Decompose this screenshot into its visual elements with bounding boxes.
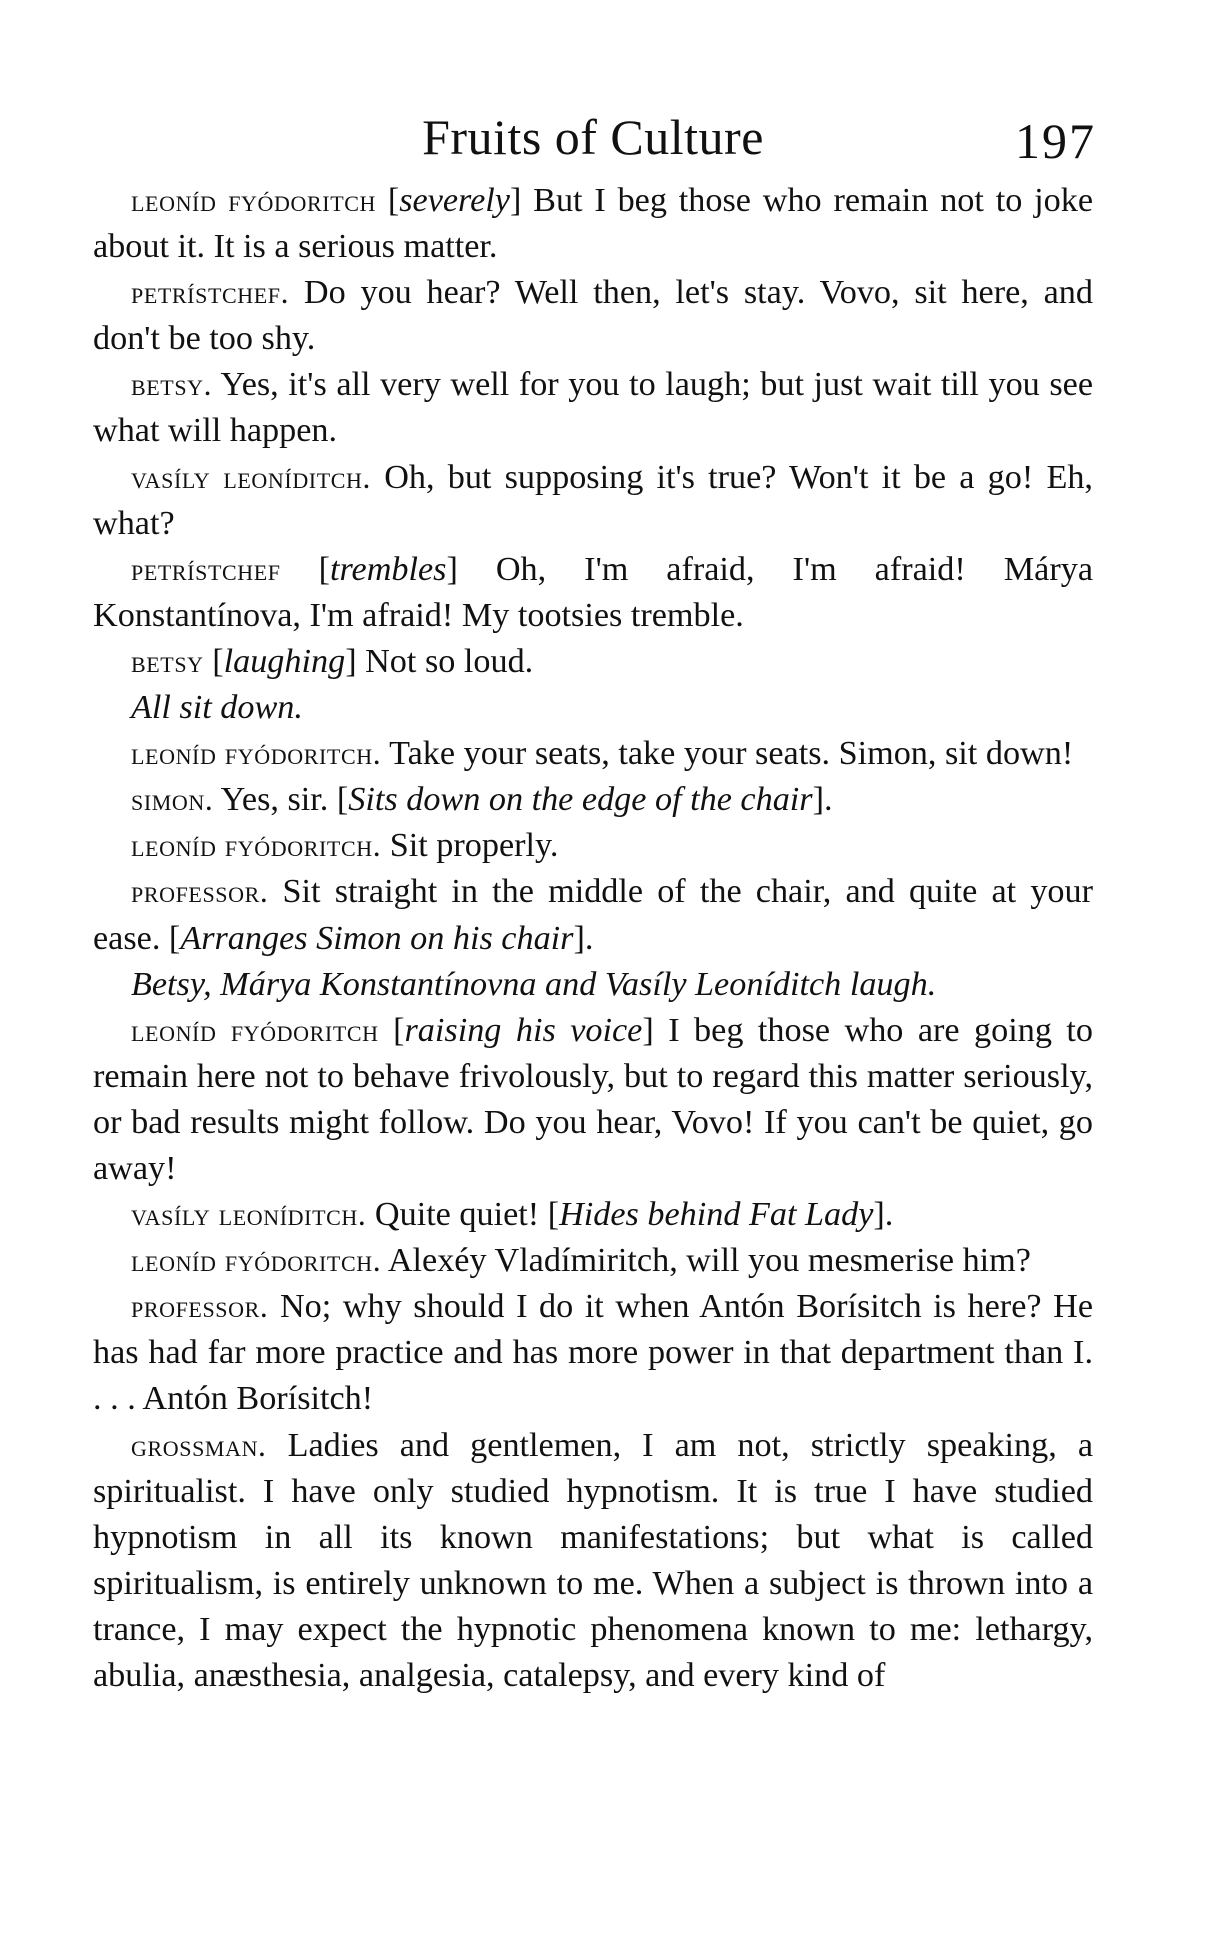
dialogue-paragraph: [93, 547, 1093, 639]
dialogue-paragraph: [93, 362, 1093, 454]
dialogue-paragraph: [93, 455, 1093, 547]
dialogue-paragraph: [93, 270, 1093, 362]
dialogue-paragraph: [93, 869, 1093, 961]
dialogue-text: No; why should I do it when Antón Borísitch is here? He has had far more practice and has more power in that department than I. . . . Antón Borísitch!: [93, 1288, 1093, 1418]
speaker-name: vasíly leoníditch.: [131, 459, 371, 495]
stage-direction: Hides behind Fat Lady: [559, 1196, 874, 1234]
dialogue-text: Sit straight in the middle of the chair, and quite at your ease. [: [93, 873, 1093, 957]
dialogue-paragraph: [93, 1284, 1093, 1422]
speaker-name: petrístchef.: [131, 275, 290, 311]
dialogue-text: ] But I beg those who remain not to joke about it. It is a serious matter.: [93, 182, 1093, 266]
dialogue-text: Quite quiet! [: [366, 1196, 560, 1234]
dialogue-text: Yes, sir. [: [213, 781, 349, 819]
dialogue-paragraph: [93, 1192, 1093, 1238]
dialogue-text: ].: [573, 919, 594, 957]
dialogue-paragraph: [93, 777, 1093, 823]
running-title: Fruits of Culture: [422, 109, 764, 165]
play-text: [93, 178, 1093, 1699]
speaker-name: leoníd fyódoritch: [131, 1012, 379, 1048]
dialogue-paragraph: [93, 823, 1093, 869]
speaker-name: betsy: [131, 643, 204, 679]
stage-direction: All sit down.: [131, 689, 303, 727]
dialogue-text: [: [376, 182, 400, 219]
dialogue-paragraph: [93, 731, 1093, 777]
dialogue-paragraph: [93, 962, 1093, 1008]
stage-direction: trembles: [330, 550, 447, 588]
dialogue-paragraph: [93, 178, 1093, 270]
dialogue-text: [: [280, 550, 331, 588]
dialogue-text: Do you hear? Well then, let's stay. Vovo, sit here, and don't be too shy.: [93, 274, 1093, 358]
dialogue-text: ] I beg those who are going to remain here not to behave frivolously, but to regard this matter seriously, or bad results might follow. Do you hear, Vovo! If you can't be quiet, go away!: [93, 1011, 1093, 1187]
speaker-name: leoníd fyódoritch: [131, 183, 376, 218]
stage-direction: Betsy, Márya Konstantínovna and Vasíly Leoníditch laugh.: [131, 965, 937, 1003]
page-header: [90, 108, 1096, 168]
dialogue-text: Oh, but supposing it's true? Won't it be a go! Eh, what?: [93, 458, 1093, 542]
dialogue-text: Yes, it's all very well for you to laugh; but just wait till you see what will happen.: [93, 366, 1093, 450]
speaker-name: professor.: [131, 1289, 269, 1325]
dialogue-text: ] Not so loud.: [345, 642, 534, 680]
dialogue-text: Take your seats, take your seats. Simon, sit down!: [381, 735, 1074, 773]
dialogue-paragraph: [93, 685, 1093, 731]
stage-direction: laughing: [223, 642, 346, 680]
speaker-name: leoníd fyódoritch.: [131, 828, 382, 864]
speaker-name: professor.: [131, 874, 269, 910]
dialogue-text: [: [203, 642, 224, 680]
dialogue-paragraph: [93, 1008, 1093, 1192]
speaker-name: vasíly leoníditch.: [131, 1197, 367, 1233]
speaker-name: leoníd fyódoritch.: [131, 1243, 382, 1279]
dialogue-text: Alexéy Vladímiritch, will you mesmerise him?: [381, 1242, 1031, 1280]
speaker-name: simon.: [131, 782, 214, 818]
speaker-name: petrístchef: [131, 551, 281, 587]
stage-direction: raising his voice: [404, 1011, 643, 1049]
dialogue-paragraph: [93, 1423, 1093, 1700]
speaker-name: betsy.: [131, 367, 213, 403]
stage-direction: severely: [399, 182, 510, 219]
speaker-name: grossman.: [131, 1427, 267, 1463]
page-number: 197: [1015, 113, 1096, 169]
stage-direction: Arranges Simon on his chair: [180, 919, 574, 957]
speaker-name: leoníd fyódoritch.: [131, 736, 382, 772]
dialogue-text: ].: [873, 1196, 894, 1234]
dialogue-text: [: [378, 1011, 405, 1049]
dialogue-text: ] Oh, I'm afraid, I'm afraid! Márya Konstantínova, I'm afraid! My tootsies tremble.: [93, 550, 1093, 634]
dialogue-paragraph: [93, 639, 1093, 685]
dialogue-text: Ladies and gentlemen, I am not, strictly speaking, a spiritualist. I have only studied hypnotism. It is true I have studied hypnotism in all its known manifestations; but what is called spiritualism, is entirely unknown to me. When a subject is thrown into a trance, I may expect the hypnotic phenomena known to me: lethargy, abulia, anæsthesia, analgesia, catalepsy, and every kind of: [93, 1426, 1093, 1694]
dialogue-text: ].: [812, 781, 833, 819]
dialogue-text: Sit properly.: [381, 827, 559, 865]
dialogue-paragraph: [93, 1238, 1093, 1284]
stage-direction: Sits down on the edge of the chair: [348, 781, 813, 819]
